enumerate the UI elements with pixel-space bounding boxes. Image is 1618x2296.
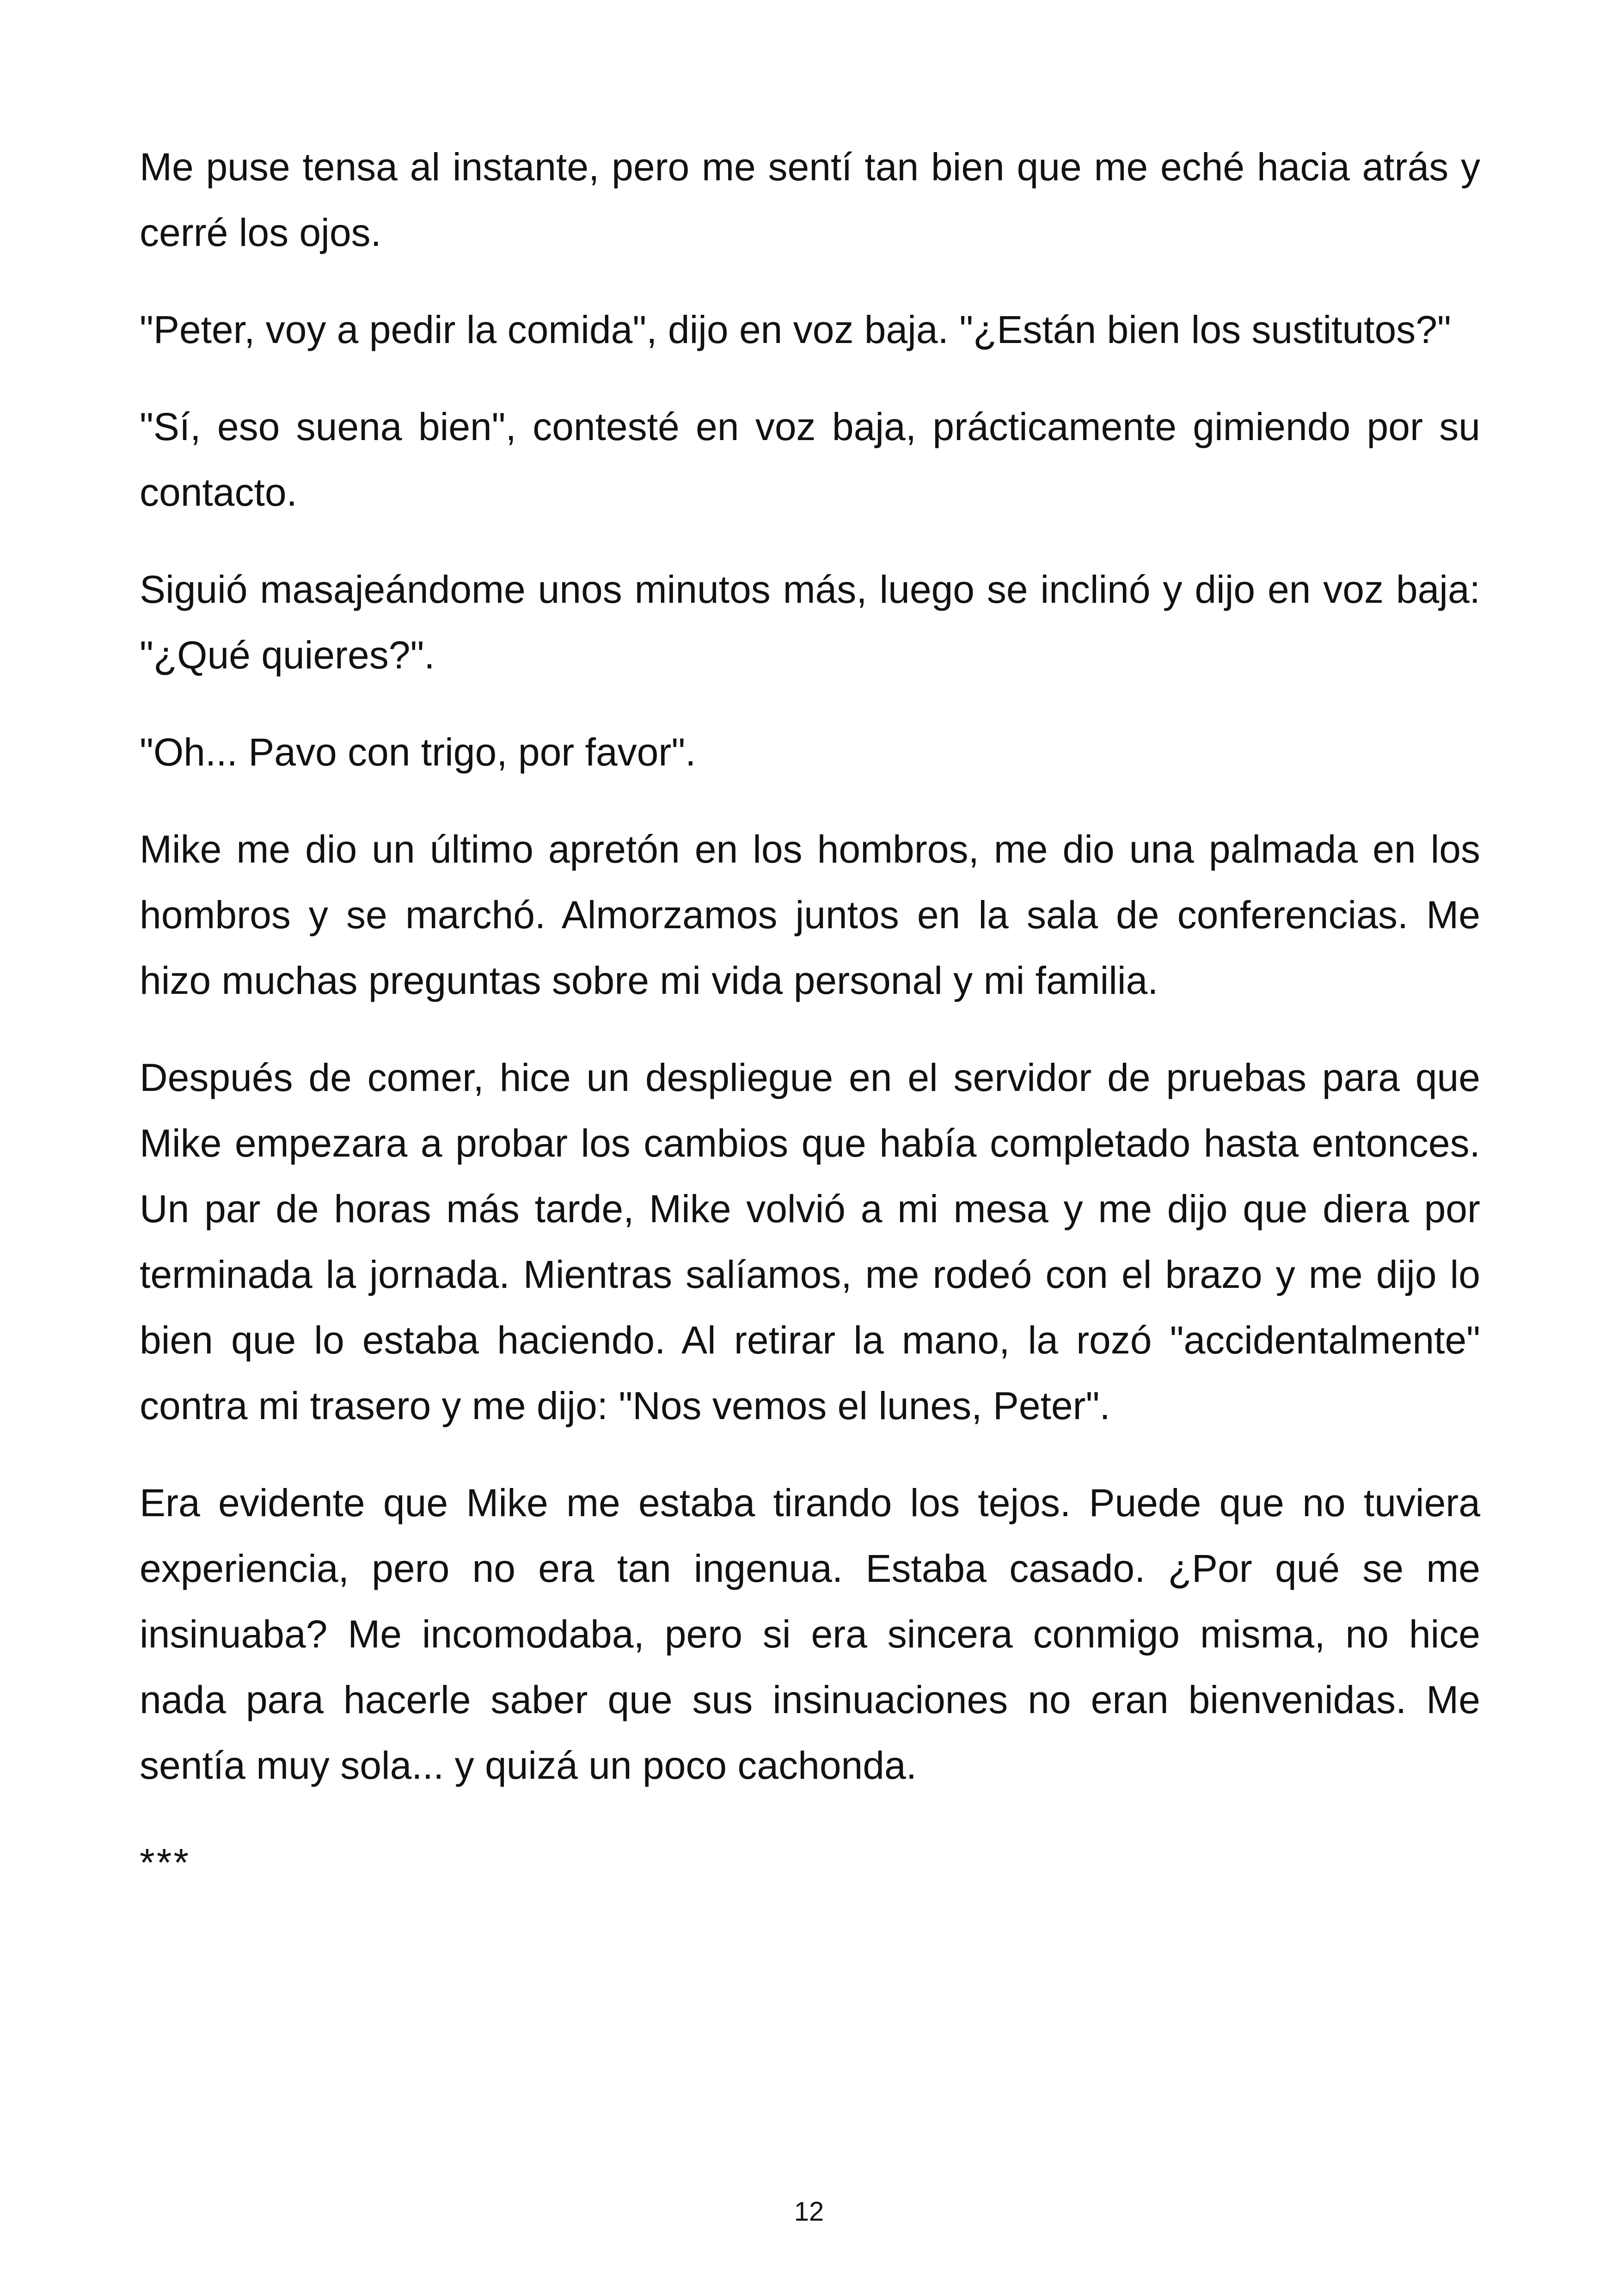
section-separator: *** <box>140 1841 191 1884</box>
page-number: 12 <box>794 2197 824 2227</box>
body-text <box>140 134 1480 1927</box>
paragraph: Después de comer, hice un despliegue en el servidor de pruebas para que Mike empezara a probar los cambios que había completado hasta entonces. Un par de horas más tarde, Mike volvió a mi mesa y me dijo que diera por terminada la jornada. Mientras salíamos, me rodeó con el brazo y me dijo lo bien que lo estaba haciendo. Al retirar la mano, la rozó "accidentalmente" contra mi trasero y me dijo: "Nos vemos el lunes, Peter". <box>140 1056 1480 1427</box>
paragraph: "Oh... Pavo con trigo, por favor". <box>140 730 696 774</box>
paragraph: Era evidente que Mike me estaba tirando los tejos. Puede que no tuviera experiencia, pero no era tan ingenua. Estaba casado. ¿Por qué se me insinuaba? Me incomodaba, pero si era sincera conmigo misma, no hice nada para hacerle saber que sus insinuaciones no eran bienvenidas. Me sentía muy sola... y quizá un poco cachonda. <box>140 1481 1480 1787</box>
paragraph: "Sí, eso suena bien", contesté en voz baja, prácticamente gimiendo por su contacto. <box>140 405 1480 514</box>
paragraph: "Peter, voy a pedir la comida", dijo en voz baja. "¿Están bien los sustitutos?" <box>140 308 1451 351</box>
paragraph: Me puse tensa al instante, pero me sentí tan bien que me eché hacia atrás y cerré los ojos. <box>140 145 1480 254</box>
paragraph: Siguió masajeándome unos minutos más, luego se inclinó y dijo en voz baja: "¿Qué quieres?". <box>140 568 1480 677</box>
paragraph: Mike me dio un último apretón en los hombros, me dio una palmada en los hombros y se marchó. Almorzamos juntos en la sala de conferencias. Me hizo muchas preguntas sobre mi vida personal y mi familia. <box>140 827 1480 1002</box>
